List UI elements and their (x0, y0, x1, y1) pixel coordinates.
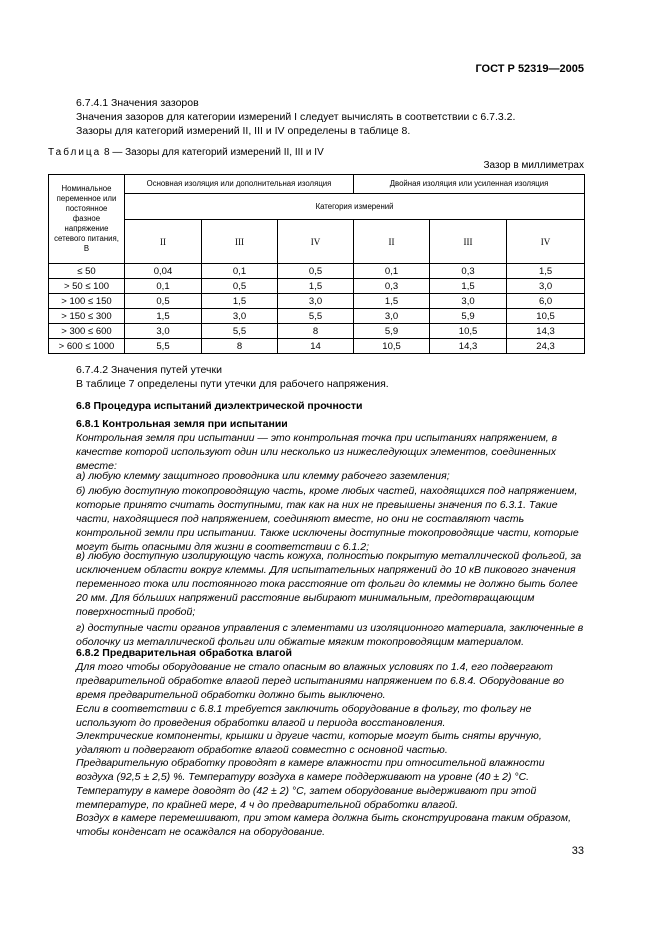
section-68-title: 6.8 Процедура испытаний диэлектрической прочности (76, 400, 363, 412)
cell: 1,5 (125, 309, 202, 324)
section-682-p3: Электрические компоненты, крышки и другие части, которые могут быть сняты вручную, удаляют и подвергают обработке влагой совместно с основной частью. (76, 730, 542, 756)
cat-col: II (354, 220, 430, 264)
section-682-title: 6.8.2 Предварительная обработка влагой (76, 647, 292, 659)
cell: 0,5 (125, 294, 202, 309)
cell: 3,0 (278, 294, 354, 309)
cell: > 100 ≤ 150 (49, 294, 125, 309)
section-681-title: 6.8.1 Контрольная земля при испытании (76, 418, 288, 430)
cell: > 150 ≤ 300 (49, 309, 125, 324)
cell: 0,3 (430, 264, 507, 279)
cat-col: III (430, 220, 507, 264)
cat-col: III (202, 220, 278, 264)
cell: 0,1 (125, 279, 202, 294)
table-caption-prefix: Таблица (48, 147, 102, 158)
section-681-item-v: в) любую доступную изолирующую часть кожуха, полностью покрытую металлической фольгой, за исключением области вокруг клеммы. Для испытательных напряжений до 10 кВ пикового значения переменного тока или постоянного тока расстояние от фольги до клеммы не должно быть более 20 мм. Для бо́льших напряжений расстояние выбирают минимальным, предотвращающим поверхностный пробой; (76, 550, 582, 618)
table-caption (48, 147, 324, 158)
head-category: Категория измерений (125, 194, 585, 220)
cat-col: IV (507, 220, 585, 264)
cell: 5,9 (354, 324, 430, 339)
cell: 0,5 (278, 264, 354, 279)
page-number: 33 (571, 845, 584, 857)
cell: 10,5 (507, 309, 585, 324)
cell: 6,0 (507, 294, 585, 309)
table-caption-rest: 8 — Зазоры для категорий измерений II, III и IV (104, 147, 324, 158)
cell: 1,5 (278, 279, 354, 294)
cat-col: IV (278, 220, 354, 264)
cell: 0,04 (125, 264, 202, 279)
head-voltage: Номинальное переменное или постоянное фазное напряжение сетевого питания, В (49, 175, 125, 264)
head-double-insulation: Двойная изоляция или усиленная изоляция (354, 175, 585, 194)
cell: 8 (202, 339, 278, 354)
cell: 1,5 (507, 264, 585, 279)
cell: 1,5 (202, 294, 278, 309)
cat-col: II (125, 220, 202, 264)
clearance-table (48, 174, 585, 354)
cell: > 300 ≤ 600 (49, 324, 125, 339)
cell: 14 (278, 339, 354, 354)
section-681-item-a: а) любую клемму защитного проводника или клемму рабочего заземления; (76, 470, 450, 482)
cell: 5,5 (125, 339, 202, 354)
cell: 0,5 (202, 279, 278, 294)
cell: 0,1 (202, 264, 278, 279)
cell: 5,9 (430, 309, 507, 324)
cell: 14,3 (507, 324, 585, 339)
cell: 0,3 (354, 279, 430, 294)
section-6741-title: 6.7.4.1 Значения зазоров (76, 97, 199, 109)
section-681-item-g: г) доступные части органов управления с элементами из изоляционного материала, заключенные в оболочку из металлической фольги или обжатые мягким токопроводящим материалом. (76, 622, 584, 648)
table-row (49, 264, 585, 279)
section-6742-line1: В таблице 7 определены пути утечки для рабочего напряжения. (76, 378, 389, 390)
cell: 3,0 (507, 279, 585, 294)
cell: 10,5 (354, 339, 430, 354)
cell: 5,5 (278, 309, 354, 324)
cell: > 600 ≤ 1000 (49, 339, 125, 354)
cell: 24,3 (507, 339, 585, 354)
section-682-p1: Для того чтобы оборудование не стало опасным во влажных условиях по 1.4, его подвергают предварительной обработке влагой перед испытаниями напряжением по 6.8.4. Оборудование во время предварительной обработки должно быть выключено. (76, 661, 564, 701)
cell: 3,0 (354, 309, 430, 324)
cell: > 50 ≤ 100 (49, 279, 125, 294)
section-682-p2: Если в соответствии с 6.8.1 требуется заключить оборудование в фольгу, то фольгу не используют до проведения обработки влагой и периода восстановления. (76, 703, 532, 729)
table-row (49, 324, 585, 339)
cell: 3,0 (202, 309, 278, 324)
section-681-item-b: б) любую доступную токопроводящую часть, кроме любых частей, находящихся под напряжением, которые принято считать доступными, так как на них не превышены значения по 6.3.1. Такие части, находящиеся под напряжением, соединяют вместе, но они не составляют часть контрольной земли при испытании. Также исключены доступные токопроводящие части, которые могут быть опасными для жизни в соответствии с 6.1.2; (76, 485, 579, 553)
section-681-p1: Контрольная земля при испытании — это контрольная точка при испытаниях напряжением, в качестве которой используют один или несколько из нижеследующих элементов, соединенных вместе: (76, 432, 558, 472)
cell: 8 (278, 324, 354, 339)
cell: 5,5 (202, 324, 278, 339)
table-row (49, 294, 585, 309)
section-682-p6: Воздух в камере перемешивают, при этом камера должна быть сконструирована таким образом, чтобы конденсат не осаждался на оборудование. (76, 812, 571, 838)
head-basic-insulation: Основная изоляция или дополнительная изоляция (125, 175, 354, 194)
cell: 3,0 (125, 324, 202, 339)
section-6742-title: 6.7.4.2 Значения путей утечки (76, 364, 222, 376)
table-row (49, 279, 585, 294)
table-unit: Зазор в миллиметрах (483, 160, 584, 171)
cell: 14,3 (430, 339, 507, 354)
cell: 0,1 (354, 264, 430, 279)
cell: ≤ 50 (49, 264, 125, 279)
cell: 3,0 (430, 294, 507, 309)
section-6741-line2: Зазоры для категорий измерений II, III и IV определены в таблице 8. (76, 125, 411, 137)
cell: 1,5 (430, 279, 507, 294)
section-6741-line1: Значения зазоров для категории измерений I следует вычислять в соответствии с 6.7.3.2. (76, 111, 516, 123)
cell: 1,5 (354, 294, 430, 309)
cell: 10,5 (430, 324, 507, 339)
document-header: ГОСТ Р 52319—2005 (475, 63, 584, 75)
section-682-p4: Предварительную обработку проводят в камере влажности при относительной влажности воздуха (92,5 ± 2,5) %. Температуру воздуха в камере поддерживают на уровне (40 ± 2) °С. (76, 757, 545, 783)
table-row (49, 339, 585, 354)
table-row (49, 309, 585, 324)
section-682-p5: Температуру в камере доводят до (42 ± 2) °С, затем оборудование выдерживают при этой температуре, по крайней мере, 4 ч до предварительной обработки влагой. (76, 785, 537, 811)
